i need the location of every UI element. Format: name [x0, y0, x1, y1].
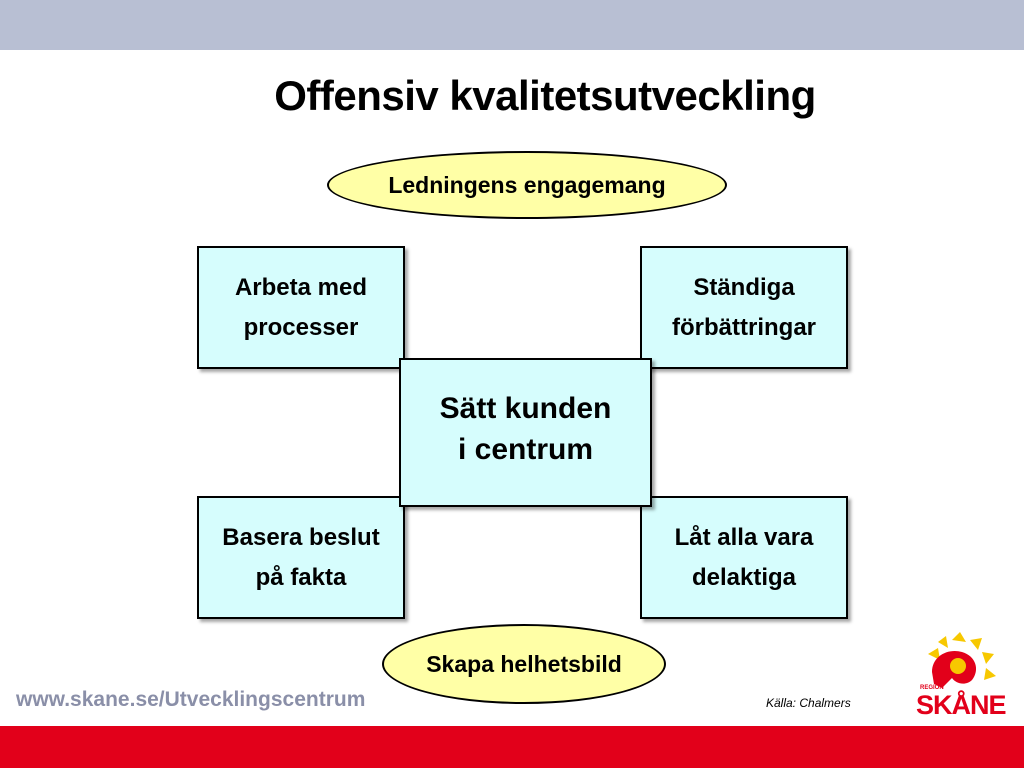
oval-holistic-view: [382, 624, 666, 704]
box-bottom-right-line-1: Låt alla vara: [674, 524, 814, 551]
footer-url: www.skane.se/Utvecklingscentrum: [16, 688, 366, 711]
box-bottom-left-line-1: Basera beslut: [222, 524, 380, 551]
logo-region-text: REGION: [920, 685, 944, 691]
slide-title: Offensiv kvalitetsutveckling: [274, 72, 816, 119]
top-band: [0, 0, 1024, 50]
logo-skane-text: SKÅNE: [916, 690, 1006, 720]
box-work-with-processes: [197, 246, 405, 369]
box-top-left-line-1: Arbeta med: [234, 274, 368, 301]
box-center-line-2: i centrum: [457, 433, 594, 466]
box-center-line-1: Sätt kunden: [439, 392, 612, 425]
oval-management-commitment: [327, 151, 727, 219]
source-note: Källa: Chalmers: [766, 696, 851, 710]
box-bottom-left-line-2: på fakta: [255, 564, 347, 591]
box-customer-in-center: [399, 358, 652, 507]
box-top-right-line-1: Ständiga: [693, 274, 795, 301]
box-let-everyone-participate: [640, 496, 848, 619]
box-top-right-line-2: förbättringar: [672, 314, 816, 341]
box-top-left-line-2: processer: [243, 314, 359, 341]
box-continuous-improvement: [640, 246, 848, 369]
oval-top-label: Ledningens engagemang: [388, 171, 666, 198]
bottom-band: [0, 726, 1024, 768]
box-fact-based-decisions: [197, 496, 405, 619]
oval-bottom-label: Skapa helhetsbild: [426, 650, 622, 677]
box-bottom-right-line-2: delaktiga: [691, 564, 797, 591]
